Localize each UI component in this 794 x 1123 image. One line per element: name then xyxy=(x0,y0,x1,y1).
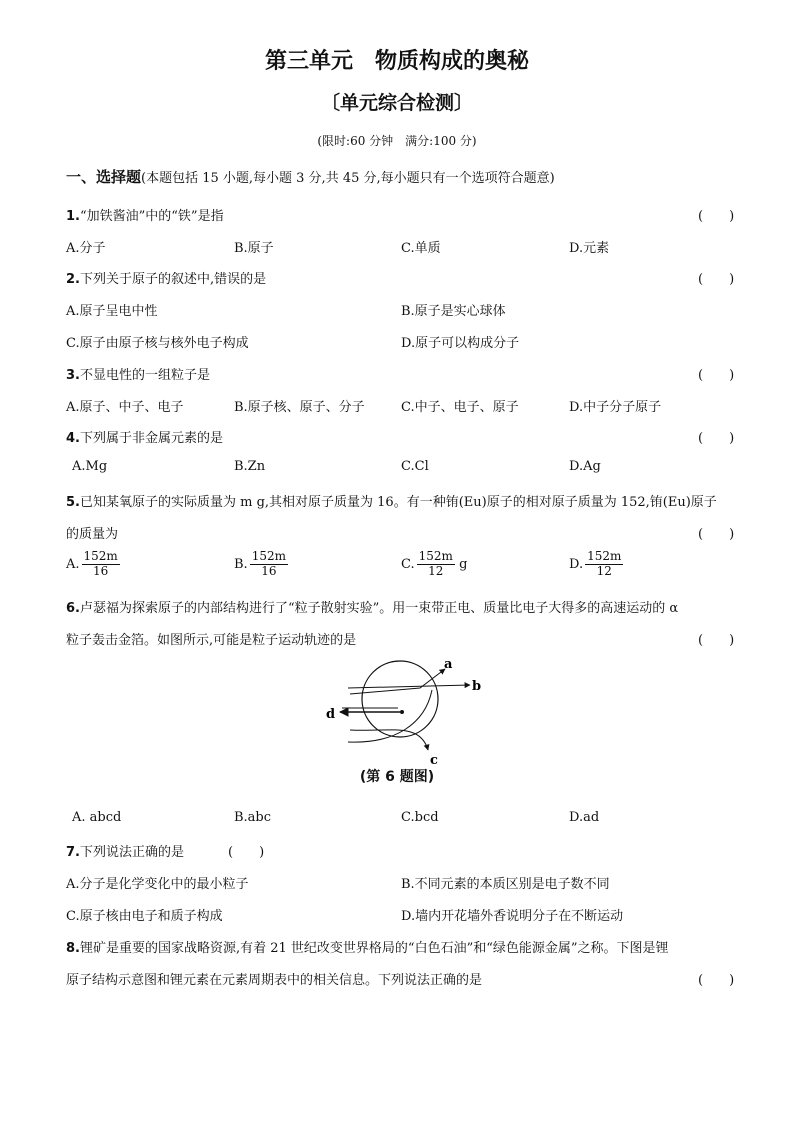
numerator: 152m xyxy=(587,549,622,563)
label-b: b xyxy=(472,679,482,694)
answer-blank: ( ) xyxy=(698,633,735,648)
question-text: 锂矿是重要的国家战略资源,有着 21 世纪改变世界格局的“白色石油”和“绿色能源金属”之称。下图是锂 xyxy=(79,941,669,956)
option-b: B.Zn xyxy=(234,459,266,474)
trajectory-extra xyxy=(348,690,432,742)
alpha-scattering-diagram xyxy=(320,652,500,767)
answer-blank: ( ) xyxy=(698,527,735,542)
question-5 xyxy=(66,491,717,510)
option-c: C.bcd xyxy=(401,810,439,825)
question-number: 7. xyxy=(66,845,80,860)
option-c xyxy=(401,550,467,579)
option-c: C.中子、电子、原子 xyxy=(401,400,519,415)
question-3 xyxy=(66,364,210,383)
option-d: D.ad xyxy=(569,810,600,825)
option-d xyxy=(569,550,623,579)
question-text: 下列说法正确的是 xyxy=(79,845,184,860)
option-c: C.Cl xyxy=(401,459,429,474)
option-a: A. abcd xyxy=(72,810,122,825)
question-text: “加铁酱油”中的“铁”是指 xyxy=(79,209,224,224)
question-text: 不显电性的一组粒子是 xyxy=(79,368,210,383)
answer-blank: ( ) xyxy=(698,209,735,224)
question-8 xyxy=(66,937,669,956)
question-8-continued: 原子结构示意图和锂元素在元素周期表中的相关信息。下列说法正确的是 xyxy=(66,973,483,988)
option-label: C. xyxy=(401,556,415,572)
question-number: 3. xyxy=(66,368,80,383)
option-b: B.原子 xyxy=(234,241,274,256)
option-c: C.单质 xyxy=(401,241,441,256)
answer-blank: ( ) xyxy=(698,431,735,446)
fraction xyxy=(250,550,288,579)
option-label: D. xyxy=(569,556,584,572)
option-a: A.分子是化学变化中的最小粒子 xyxy=(66,877,249,892)
option-c: C.原子由原子核与核外电子构成 xyxy=(66,336,249,351)
option-a: A.原子、中子、电子 xyxy=(66,400,184,415)
trajectory-b xyxy=(348,685,470,688)
option-label: A. xyxy=(66,556,80,572)
section-note: (本题包括 15 小题,每小题 3 分,共 45 分,每小题只有一个选项符合题意) xyxy=(141,171,555,186)
label-c: c xyxy=(430,753,438,767)
question-4 xyxy=(66,427,223,446)
question-text: 下列属于非金属元素的是 xyxy=(79,431,223,446)
question-number: 2. xyxy=(66,272,80,287)
option-a xyxy=(66,550,120,579)
question-5-continued: 的质量为 xyxy=(66,527,119,542)
question-number: 8. xyxy=(66,941,80,956)
question-text: 已知某氧原子的实际质量为 m g,其相对原子质量为 16。有一种铕(Eu)原子的相对原子质量为 152,铕(Eu)原子 xyxy=(79,495,717,510)
option-d: D.Ag xyxy=(569,459,601,474)
question-number: 6. xyxy=(66,601,80,616)
trajectory-a xyxy=(350,669,445,694)
question-6-continued: 粒子轰击金箔。如图所示,可能是粒子运动轨迹的是 xyxy=(66,633,357,648)
option-d: D.中子分子原子 xyxy=(569,400,662,415)
denominator: 16 xyxy=(93,563,109,578)
option-b xyxy=(234,550,288,579)
option-d: D.元素 xyxy=(569,241,610,256)
question-text: 下列关于原子的叙述中,错误的是 xyxy=(79,272,267,287)
denominator: 16 xyxy=(261,563,277,578)
option-a: A.原子呈电中性 xyxy=(66,304,158,319)
page-title: 第三单元 物质构成的奥秘 xyxy=(264,49,529,74)
numerator: 152m xyxy=(418,549,453,563)
fraction xyxy=(585,550,623,579)
denominator: 12 xyxy=(428,563,444,578)
question-number: 1. xyxy=(66,209,80,224)
page-subtitle: 〔单元综合检测〕 xyxy=(320,92,473,114)
question-number: 4. xyxy=(66,431,80,446)
option-a: A.Mg xyxy=(72,459,108,474)
label-a: a xyxy=(444,657,453,672)
gold-atom-circle xyxy=(362,661,438,737)
section-title: 一、选择题 xyxy=(66,168,142,186)
fraction xyxy=(82,550,120,579)
nucleus-dot xyxy=(400,710,404,714)
question-6 xyxy=(66,597,678,616)
question-number: 5. xyxy=(66,495,80,510)
denominator: 12 xyxy=(596,563,612,578)
question-text: 卢瑟福为探索原子的内部结构进行了“粒子散射实验”。用一束带正电、质量比电子大得多的高速运动的 α xyxy=(79,601,679,616)
numerator: 152m xyxy=(83,549,118,563)
unit: g xyxy=(459,556,468,572)
section-heading xyxy=(66,166,555,187)
option-d: D.墙内开花墙外香说明分子在不断运动 xyxy=(401,909,624,924)
answer-blank: ( ) xyxy=(698,272,735,287)
option-b: B.原子核、原子、分子 xyxy=(234,400,365,415)
answer-blank: ( ) xyxy=(698,973,735,988)
figure-caption: (第 6 题图) xyxy=(359,769,435,785)
label-d: d xyxy=(326,707,336,722)
question-1 xyxy=(66,205,224,224)
option-label: B. xyxy=(234,556,248,572)
fraction xyxy=(417,550,455,579)
answer-blank: ( ) xyxy=(228,845,265,860)
question-2 xyxy=(66,268,266,287)
option-b: B.原子是实心球体 xyxy=(401,304,506,319)
option-d: D.原子可以构成分子 xyxy=(401,336,520,351)
time-score-limits: (限时:60 分钟 满分:100 分) xyxy=(317,134,477,148)
option-b: B.abc xyxy=(234,810,272,825)
answer-blank: ( ) xyxy=(698,368,735,383)
numerator: 152m xyxy=(251,549,286,563)
option-c: C.原子核由电子和质子构成 xyxy=(66,909,223,924)
option-b: B.不同元素的本质区别是电子数不同 xyxy=(401,877,610,892)
question-7 xyxy=(66,841,264,860)
option-a: A.分子 xyxy=(66,241,106,256)
